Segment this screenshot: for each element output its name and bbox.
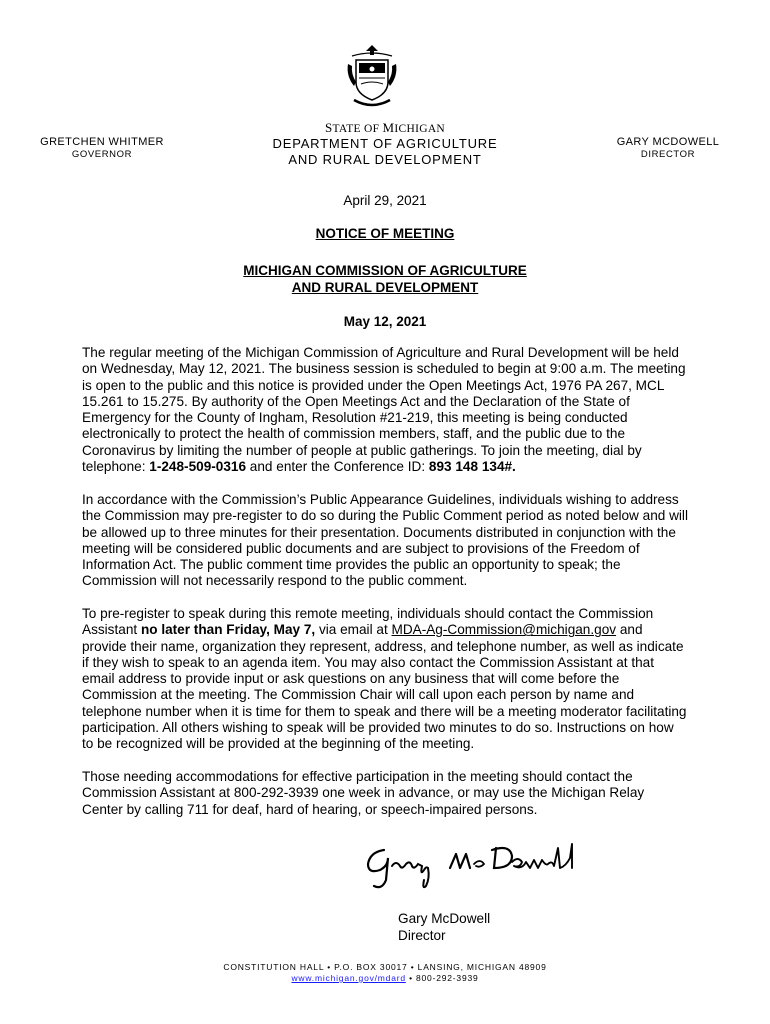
commission-email-link[interactable]: MDA-Ag-Commission@michigan.gov: [391, 622, 617, 638]
commission-line-1: MICHIGAN COMMISSION OF AGRICULTURE: [243, 263, 527, 278]
state-rest-1: TATE OF: [332, 123, 383, 135]
state-cap-s: S: [324, 120, 333, 135]
p1-mid: and enter the Conference ID:: [246, 459, 429, 475]
paragraph-meeting-details: [82, 345, 688, 475]
deadline-text: no later than Friday, May 7,: [140, 622, 316, 638]
website-link[interactable]: www.michigan.gov/mdard: [291, 973, 406, 983]
commission-title: [0, 262, 770, 296]
department-heading: [235, 120, 535, 168]
governor-title: GOVERNOR: [71, 149, 133, 160]
director-block: [588, 136, 748, 160]
governor-name: GRETCHEN WHITMER: [40, 136, 164, 148]
governor-block: [22, 136, 182, 160]
commission-line-2: AND RURAL DEVELOPMENT: [291, 280, 479, 295]
signer-title: Director: [398, 928, 446, 943]
state-rest-2: ICHIGAN: [394, 123, 446, 135]
footer-phone: • 800-292-3939: [405, 973, 479, 983]
state-cap-m: M: [382, 120, 395, 135]
notice-title: NOTICE OF MEETING: [315, 226, 455, 241]
footer: [0, 962, 770, 984]
p3-via: via email at: [315, 622, 392, 638]
director-signature: [362, 836, 582, 892]
paragraph-guidelines: In accordance with the Commission’s Public Appearance Guidelines, individuals wishing to address the Commission may pre-register to do so during the Public Comment period as noted below and will be allowed up to three minutes for their presentation. Documents distributed in conjunction with the meeting will be considered public documents and are subject to provisions of the Freedom of Information Act. The public comment time provides the public an opportunity to speak; the Commission will not necessarily respond to the public comment.: [82, 492, 688, 589]
director-name: GARY MCDOWELL: [616, 136, 720, 148]
letter-date: April 29, 2021: [343, 193, 427, 208]
phone-number: 1-248-509-0316: [149, 459, 247, 475]
signer-block: [398, 910, 490, 944]
michigan-state-seal-icon: [344, 42, 400, 110]
p1-text: The regular meeting of the Michigan Commission of Agriculture and Rural Development will be held on Wednesday, May 12, 2021. The business session is scheduled to begin at 9:00 a.m. The meeting is open to the public and this notice is provided under the Open Meetings Act, 1976 PA 267, MCL 15.261 to 15.275. By authority of the Open Meetings Act and the Declaration of the State of Emergency for the County of Ingham, Resolution #21-219, this meeting is being conducted electronically to protect the health of commission members, staff, and the public due to the Coronavirus by limiting the number of people at public gatherings. To join the meeting, dial by telephone:: [82, 345, 686, 475]
p3-rest: and provide their name, organization they represent, address, and telephone number, as well as indicate if they wish to speak to an agenda item. You may also contact the Commission Assistant at that email address to provide input or ask questions on any business that will come before the Commission at the meeting. The Commission Chair will call upon each person by name and telephone number when it is time for them to speak and there will be a meeting moderator facilitating participation. All others wishing to speak will be provided two minutes to do so. Instructions on how to be recognized will be provided at the beginning of the meeting.: [82, 622, 687, 752]
department-line-2: AND RURAL DEVELOPMENT: [288, 152, 482, 167]
department-line-1: DEPARTMENT OF AGRICULTURE: [272, 136, 498, 151]
p3-start: To pre-register to speak during this remote meeting, individuals should contact the Commission Assistant: [82, 606, 654, 638]
paragraph-accommodations: Those needing accommodations for effective participation in the meeting should contact the Commission Assistant at 800-292-3939 one week in advance, or may use the Michigan Relay Center by calling 711 for deaf, hard of hearing, or speech-impaired persons.: [82, 769, 645, 817]
paragraph-preregister: [82, 606, 688, 753]
signer-name: Gary McDowell: [398, 911, 491, 926]
director-title: DIRECTOR: [640, 149, 696, 160]
meeting-date: May 12, 2021: [343, 314, 427, 329]
state-name: [235, 120, 535, 136]
footer-address: CONSTITUTION HALL • P.O. BOX 30017 • LANSING, MICHIGAN 48909: [223, 962, 547, 972]
conference-id: 893 148 134#.: [428, 459, 516, 475]
footer-contact: [0, 973, 770, 984]
